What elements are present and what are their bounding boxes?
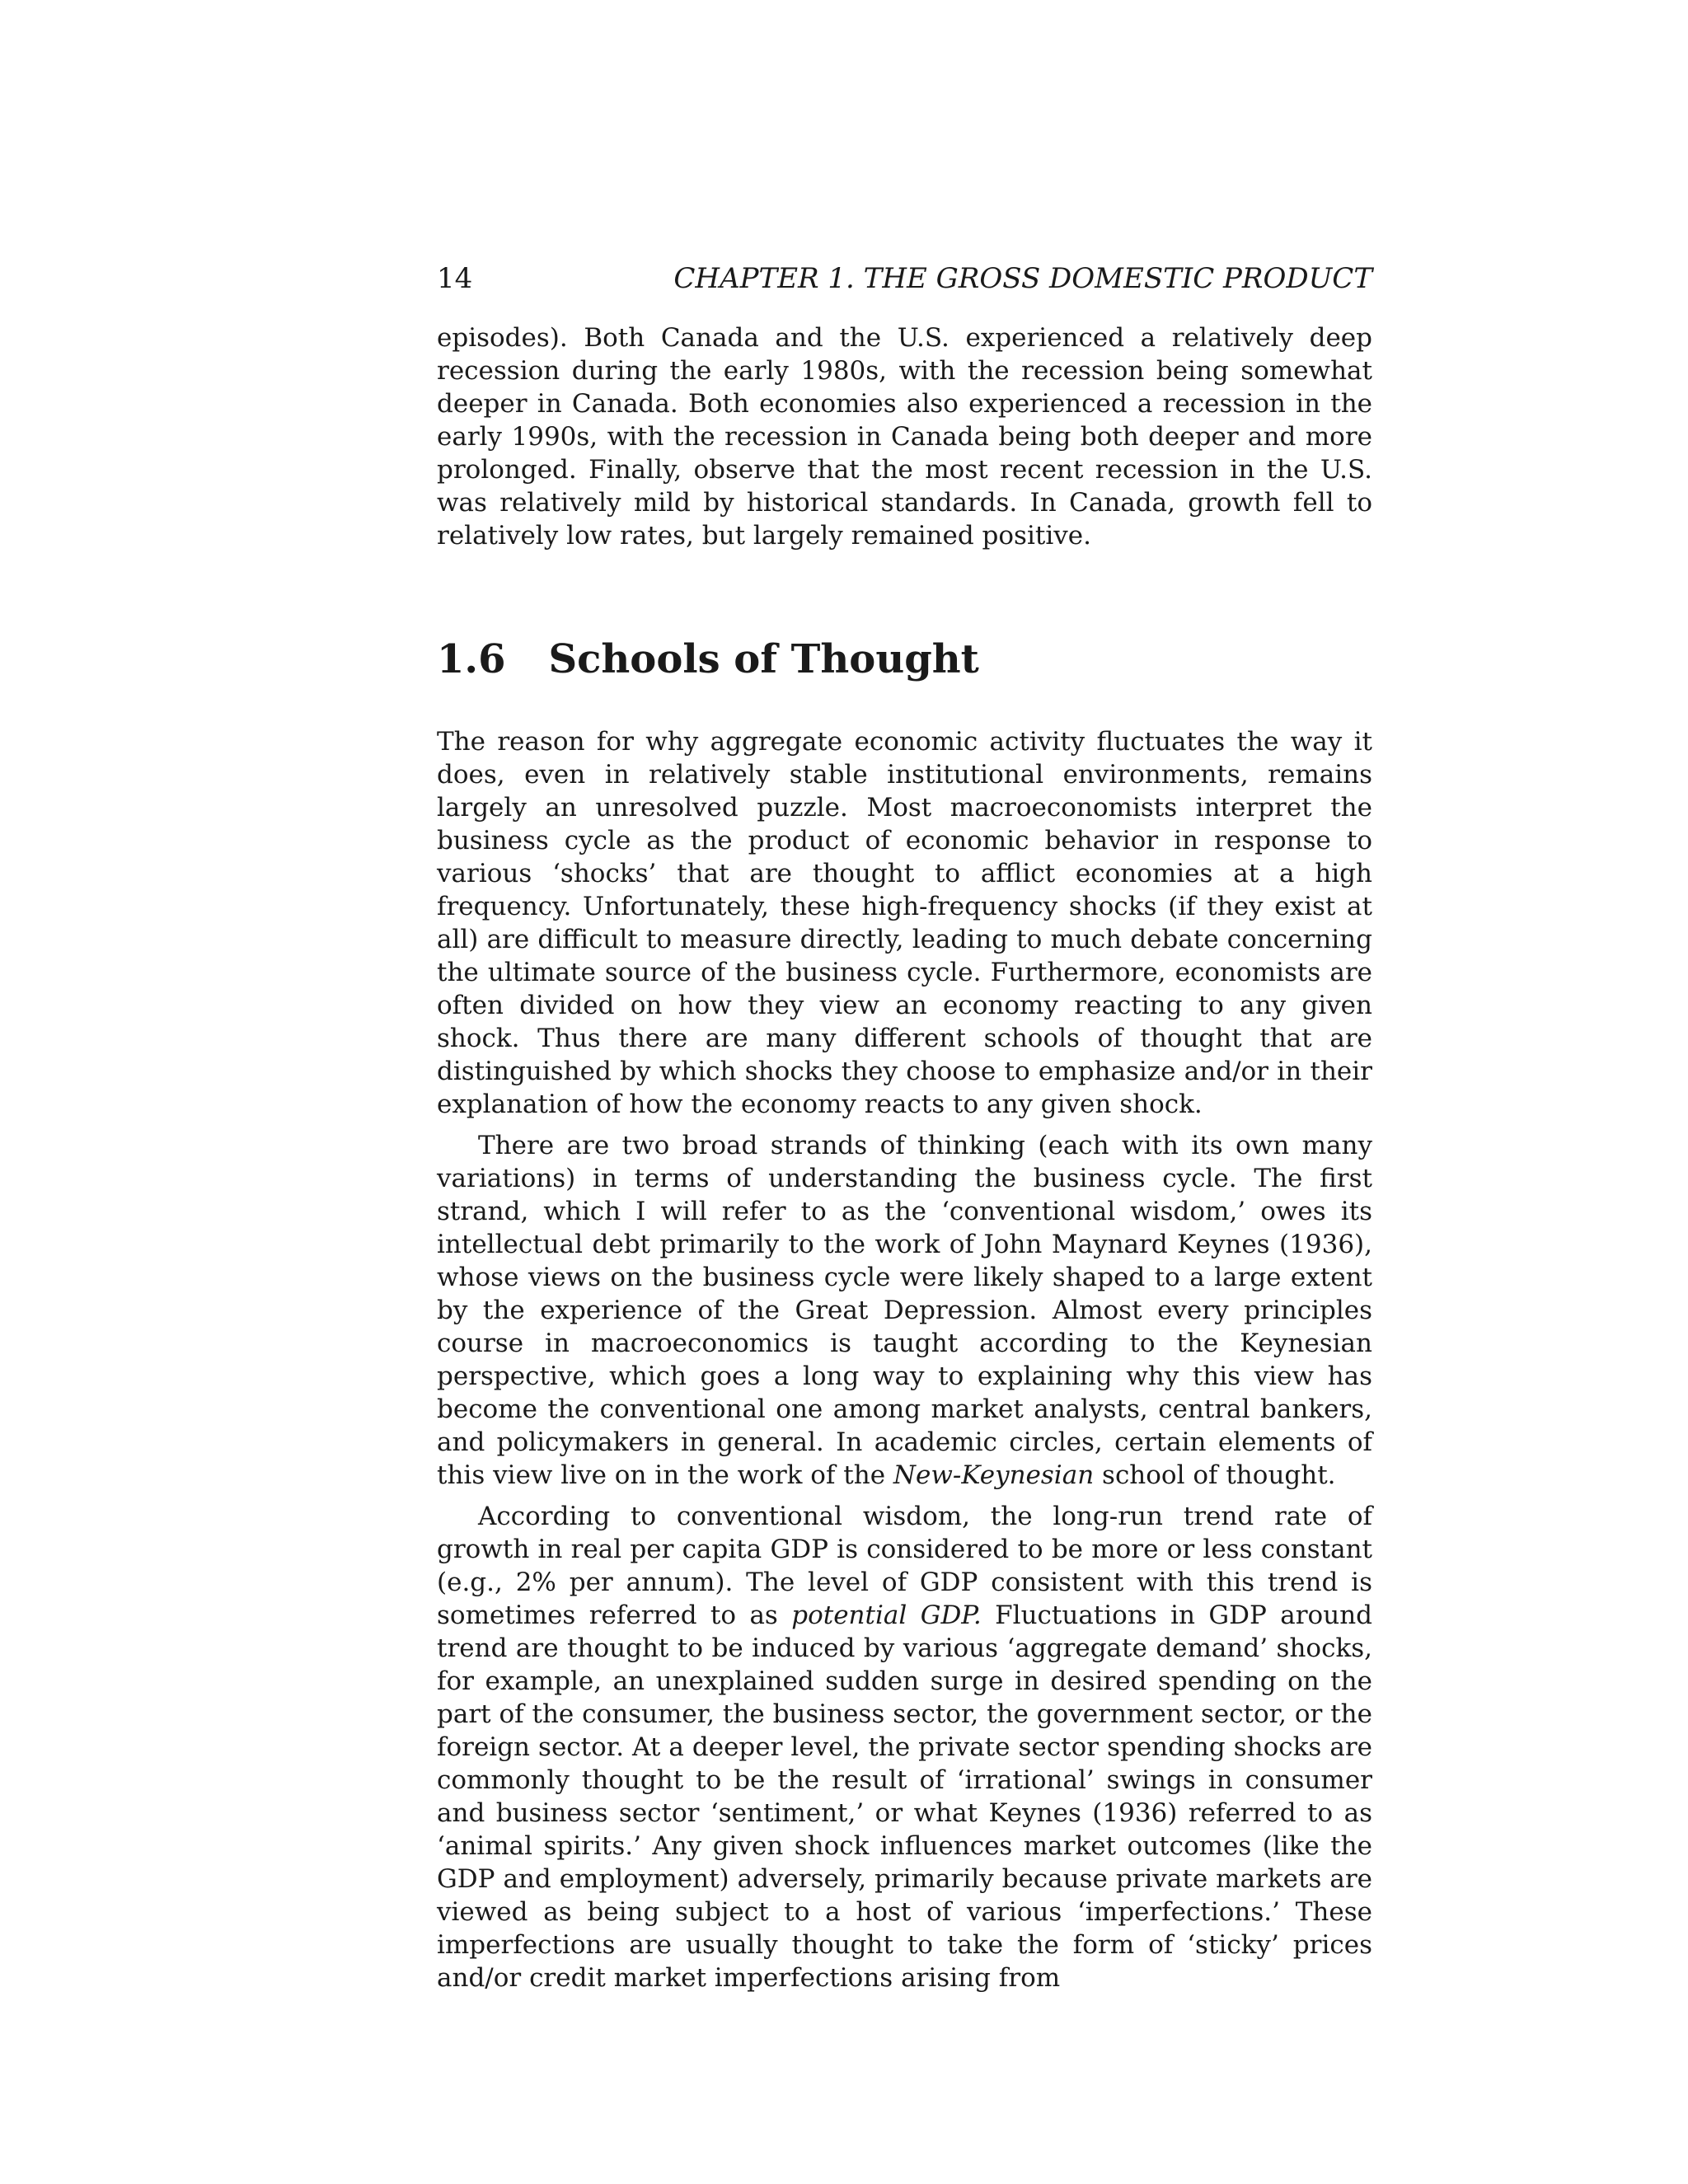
paragraph-two-strands-text: There are two broad strands of thinking (each with its own many variations) in terms of understanding the business cycle. The first strand, which I will refer to as the ‘conventional wisdom,’ owes its intellectual debt primarily to the work of John Maynard Keynes (1936), whose views on the business cycle were likely shaped to a large extent by the experience of the Great Depression. Almost every principles course in macroeconomics is taught according to the Keynesian perspective, which goes a long way to explaining why this view has become the conventional one among market analysts, central bankers, and policymakers in general. In academic circles, certain elements of this view live on in the work of the (437, 1131, 1372, 1490)
paragraph-two-strands-end: school of thought. (1102, 1460, 1336, 1490)
paragraph-episodes: episodes). Both Canada and the U.S. experienced a relatively deep recession during the early 1980s, with the recession being somewhat deeper in Canada. Both economies also experienced a recession in the early 1990s, with the recession in Canada being both deeper and more prolonged. Finally, observe that the most recent recession in the U.S. was relatively mild by historical standards. In Canada, growth fell to relatively low rates, but largely remained positive. (437, 323, 1372, 551)
paragraph-conventional-end: Fluctuations in GDP around trend are thought to be induced by various ‘aggregate demand’ shocks, for example, an unexplained sudden surge in desired spending on the part of the consumer, the business sector, the government sector, or the foreign sector. At a deeper level, the private sector spending shocks are commonly thought to be the result of ‘irrational’ swings in consumer and business sector ‘sentiment,’ or what Keynes (1936) referred to as ‘animal spirits.’ Any given shock influences market outcomes (like the GDP and employment) adversely, primarily because private markets are viewed as being subject to a host of various ‘imperfections.’ These imperfections are usually thought to take the form of ‘sticky’ prices and/or credit market imperfections arising from (437, 1601, 1372, 1993)
document-page (437, 262, 1372, 1994)
page-number: 14 (437, 262, 473, 295)
paragraph-conventional-text: According to conventional wisdom, the long-run trend rate of growth in real per capita GDP is considered to be more or less constant (e.g., 2% per annum). The level of GDP consistent with this trend is sometimes referred to as (437, 1502, 1372, 1630)
potential-gdp-term: potential GDP. (791, 1601, 982, 1630)
running-header (437, 262, 1372, 295)
paragraph-reason: The reason for why aggregate economic activity fluctuates the way it does, even in relatively stable institutional environments, remains largely an unresolved puzzle. Most macroeconomists interpret the business cycle as the product of economic behavior in response to various ‘shocks’ that are thought to afflict economies at a high frequency. Unfortunately, these high-frequency shocks (if they exist at all) are difficult to measure directly, leading to much debate concerning the ultimate source of the business cycle. Furthermore, economists are often divided on how they view an economy reacting to any given shock. Thus there are many different schools of thought that are distinguished by which shocks they choose to emphasize and/or in their explanation of how the economy reacts to any given shock. (437, 727, 1372, 1119)
section-heading (437, 635, 1372, 684)
paragraph-two-strands (437, 1129, 1372, 1492)
paragraph-conventional-wisdom (437, 1500, 1372, 1994)
section-number: 1.6 (437, 636, 506, 682)
section-title: Schools of Thought (548, 636, 979, 682)
chapter-title: CHAPTER 1. THE GROSS DOMESTIC PRODUCT (673, 262, 1372, 295)
new-keynesian-term: New-Keynesian (893, 1460, 1095, 1490)
